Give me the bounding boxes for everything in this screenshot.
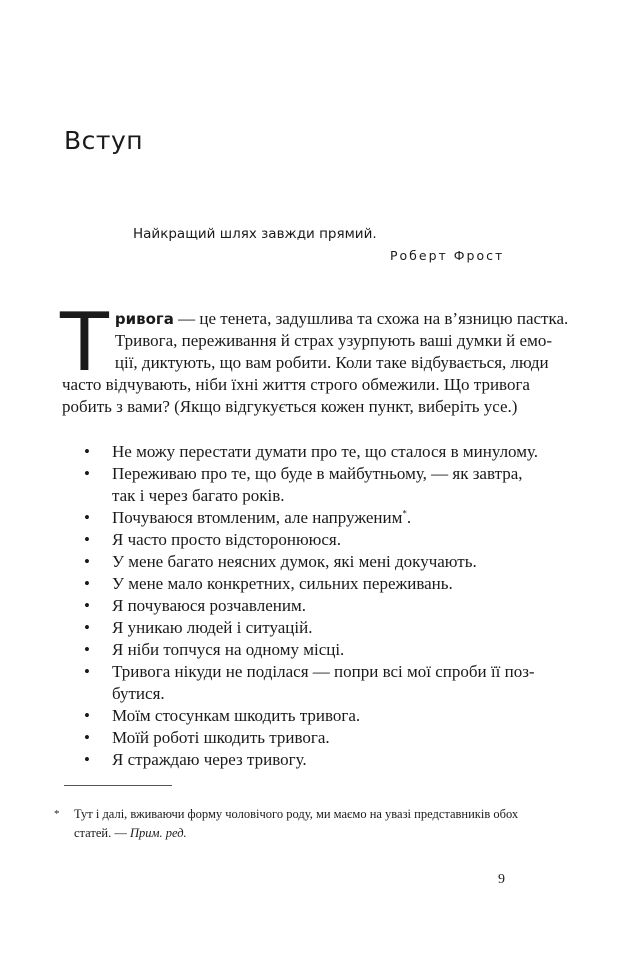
footnote-divider [64,785,172,786]
bullet-icon: • [84,640,90,659]
intro-line-3: ції, диктують, що вам робити. Коли таке відбувається, люди [114,353,549,372]
list-item [84,595,538,617]
footnote-line-2-text: статей. — [74,826,130,840]
list-item-text: Моїй роботі шкодить тривога. [112,728,330,747]
epigraph-quote: Найкращий шлях завжди прямий. [133,226,377,242]
list-item-text: Не можу перестати думати про те, що сталося в минулому. [112,442,539,461]
bullet-icon: • [84,618,90,637]
list-item-text: Я ніби топчуся на одному місці. [112,640,345,659]
list-item [84,573,538,595]
bullet-icon: • [84,728,90,747]
list-item [84,463,538,507]
list-item-text: Я почуваюся розчавленим. [112,596,306,615]
list-item-text: Я страждаю через тривогу. [112,750,307,769]
intro-line-4: часто відчувають, ніби їхні життя строго обмежили. Що тривога [62,375,530,394]
list-item-text-tail: . [406,508,412,527]
list-item-text: Тривога нікуди не поділася — попри всі мої спроби її поз- [112,662,535,681]
list-item [84,639,538,661]
epigraph-author: Роберт Фрост [390,248,505,263]
bullet-icon: • [84,596,90,615]
intro-line-2: Тривога, переживання й страх узурпують ваші думки й емо- [114,331,552,350]
bullet-icon: • [84,530,90,549]
intro-line-1 [62,308,569,330]
footnote-line-1: Тут і далі, вживаючи форму чоловічого роду, ми маємо на увазі представників обох [74,807,519,821]
list-item-text: Моїм стосункам шкодить тривога. [112,706,361,725]
list-item [84,529,538,551]
intro-paragraph [60,296,569,418]
list-item-text [112,507,538,529]
list-item [84,507,538,529]
bullet-icon: • [84,464,90,483]
list-item [84,749,538,771]
intro-lead-word: ривога [114,310,174,328]
list-item [84,617,538,639]
list-item-text: У мене багато неясних думок, які мені докучають. [112,552,477,571]
list-item [84,705,538,727]
footnote-mark: * [54,808,60,820]
bullet-icon: • [84,706,90,725]
list-item-text-continued: так і через багато років. [112,486,285,505]
list-item-text: Переживаю про те, що буде в майбутньому, — як завтра, [112,464,523,483]
bullet-icon: • [84,574,90,593]
anxiety-checklist [84,441,538,771]
intro-line-5: робить з вами? (Якщо відгукується кожен пункт, виберіть усе.) [62,397,518,416]
bullet-icon: • [84,442,90,461]
footnote-reference: * [402,508,407,519]
list-item [84,441,538,463]
editor-note: Прим. ред. [129,826,187,840]
list-item-text-main: Почуваюся втомленим, але напруженим [112,508,403,527]
list-item-text: У мене мало конкретних, сильних переживань. [112,574,453,593]
page-number: 9 [498,872,505,887]
list-item [84,661,538,705]
list-item-text: Я часто просто відсторонююся. [112,530,341,549]
list-item [84,727,538,749]
list-item [84,551,538,573]
footnote-line-2 [54,824,534,843]
intro-line-1-text: — це тенета, задушлива та схожа на в’язницю пастка. [178,309,569,328]
footnote [54,805,534,843]
drop-cap: Т [60,296,109,389]
list-item-text-continued: бутися. [112,684,165,703]
bullet-icon: • [84,552,90,571]
page-title: Вступ [64,126,144,155]
list-item-text: Я уникаю людей і ситуацій. [112,618,313,637]
bullet-icon: • [84,508,90,527]
bullet-icon: • [84,662,90,681]
bullet-icon: • [84,750,90,769]
